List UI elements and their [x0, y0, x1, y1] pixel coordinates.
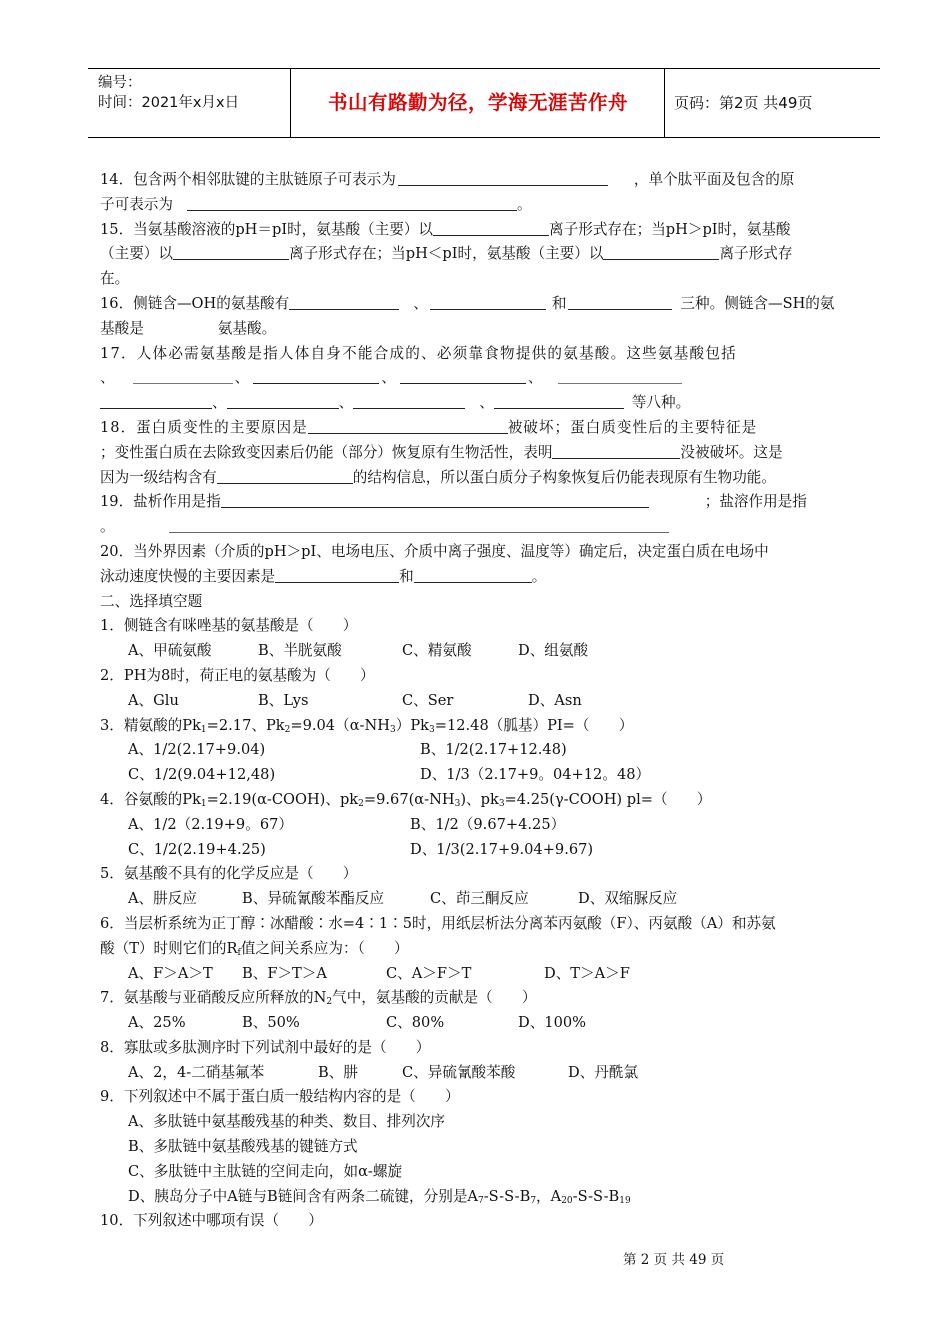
answer-blank [400, 368, 526, 384]
choice-option: C、多肽链中主肽链的空间走向，如α-螺旋 [128, 1162, 403, 1180]
question-19-cont: 。 [100, 515, 870, 540]
choice-question-2: 2．PH为8时，荷正电的氨基酸为（ ） [100, 666, 375, 684]
choice-question-4: 4．谷氨酸的$Pk_1=2.19(\alpha-COOH)$、$pk_2=9.67(\alpha-NH_3)$、$pk_3=4.25(\gamma-COOH)$ pl=（ ） [100, 790, 712, 809]
choice-question-9: 9．下列叙述中不属于蛋白质一般结构内容的是（ ） [100, 1088, 460, 1106]
choice-question-6: 6．当层析系统为正丁醇∶冰醋酸∶水=4∶1∶5时，用纸层析法分离苯丙氨酸（F）、丙氨酸（A）和苏氨 [100, 914, 776, 932]
choice-question-7: 7．氨基酸与亚硝酸反应所释放的$N_2$气中，氨基酸的贡献是（ ） [100, 989, 537, 1008]
answer-blank [603, 244, 719, 260]
answer-blank [398, 170, 608, 186]
answer-blank [227, 393, 339, 409]
choice-question-8: 8．寡肽或多肽测序时下列试剂中最好的是（ ） [100, 1038, 431, 1056]
question-15-end: 在。 [100, 270, 130, 288]
answer-blank [430, 294, 546, 310]
answer-blank [100, 393, 212, 409]
choice-options: A、1/2（2.19+9。67） B、1/2（9.67+4.25） [128, 815, 566, 833]
choice-options: A、甲硫氨酸 B、半胱氨酸 C、精氨酸 D、组氨酸 [128, 642, 589, 660]
choice-option: B、多肽链中氨基酸残基的键链方式 [128, 1138, 358, 1156]
answer-blank [217, 468, 353, 484]
section-heading: 二、选择填空题 [100, 592, 203, 610]
document-body [100, 168, 870, 1234]
choice-options: A、F＞A＞T B、F＞T＞A C、A＞F＞T D、T＞A＞F [128, 964, 630, 982]
question-16-cont: 基酸是 氨基酸。 [100, 319, 277, 337]
answer-blank [169, 517, 669, 533]
question-16: 16．侧链含—OH的氨基酸有 、 和 三种。侧链含—SH的氨 [100, 294, 835, 312]
header-motto: 书山有路勤为径，学海无涯苦作舟 [327, 91, 628, 114]
answer-blank [353, 393, 465, 409]
answer-blank [253, 368, 379, 384]
question-18-cont: ；变性蛋白质在去除致变因素后仍能（部分）恢复原有生物活性，表明 没被破坏。这是 [100, 443, 783, 461]
answer-blank [289, 294, 399, 310]
choice-options: C、1/2(2.19+4.25) D、1/3(2.17+9.04+9.67) [128, 840, 594, 858]
choice-option: A、多肽链中氨基酸残基的种类、数目、排列次序 [128, 1113, 446, 1131]
question-19: 19．盐析作用是指 ；盐溶作用是指 [100, 493, 807, 511]
answer-blank [133, 368, 233, 384]
answer-blank [173, 244, 289, 260]
choice-options: A、25% B、50% C、80% D、100% [128, 1014, 587, 1032]
time-label: 时间：2021年x月x日 [98, 95, 240, 111]
choice-options: C、1/2(9.04+12,48) D、1/3（2.17+9。04+12。48） [128, 766, 651, 784]
answer-blank [568, 294, 672, 310]
choice-question-3: 3．精氨酸的$Pk_1=2.17$、$Pk_2=9.04(\alpha-NH_3)Pk_3=12.48$（胍基）PI=（ ） [100, 716, 634, 735]
header-divider [290, 69, 291, 137]
question-17-cont: 、 、 、 、 [100, 366, 870, 391]
choice-options: A、肼反应 B、异硫氰酸苯酯反应 C、茚三酮反应 D、双缩脲反应 [128, 890, 678, 908]
question-14: 14．包含两个相邻肽键的主肽链原子可表示为 ，单个肽平面及包含的原 [100, 171, 795, 188]
header-meta [98, 73, 239, 113]
page-footer: 第 2 页 共 49 页 [623, 1252, 725, 1268]
question-18-end: 因为一级结构含有 的结构信息，所以蛋白质分子构象恢复后仍能表现原有生物功能。 [100, 468, 776, 486]
question-15: 15．当氨基酸溶液的pH＝pI时，氨基酸（主要）以 离子形式存在；当pH＞pI时，氨基酸 [100, 220, 791, 238]
question-17-end: 、 、 、 等八种。 [100, 391, 870, 416]
question-20-cont: 泳动速度快慢的主要因素是 和 。 [100, 567, 547, 585]
choice-options: A、1/2(2.17+9.04) B、1/2(2.17+12.48) [128, 741, 567, 759]
answer-blank [433, 220, 549, 236]
choice-option: D、胰岛分子中A链与B链间含有两条二硫键，分别是$A_7-S-S-B_7$，$A_{20}-S-S-B_{19}$ [128, 1187, 631, 1206]
choice-question-5: 5．氨基酸不具有的化学反应是（ ） [100, 865, 358, 883]
question-15-cont: （主要）以 离子形式存在；当pH＜pI时，氨基酸（主要）以 离子形式存 [100, 245, 793, 263]
answer-blank [187, 195, 517, 211]
choice-question-6-cont: 酸（T）时则它们的$R_f$值之间关系应为：（ ） [100, 939, 409, 958]
answer-blank [414, 567, 532, 583]
header-page-info: 页码：第2页 共49页 [674, 94, 813, 112]
answer-blank [558, 368, 682, 384]
header-divider [664, 69, 665, 137]
answer-blank [494, 393, 624, 409]
answer-blank [552, 443, 680, 459]
question-14-cont: 子可表示为 。 [100, 195, 532, 213]
question-17: 17．人体必需氨基酸是指人体自身不能合成的、必须靠食物提供的氨基酸。这些氨基酸包括 [100, 344, 737, 362]
choice-question-1: 1．侧链含有咪唑基的氨基酸是（ ） [100, 617, 358, 635]
number-label: 编号： [98, 75, 142, 91]
question-20: 20．当外界因素（介质的pH＞pI、电场电压、介质中离子强度、温度等）确定后，决定蛋白质在电场中 [100, 542, 769, 560]
choice-options: A、2，4-二硝基氟苯 B、肼 C、异硫氰酸苯酸 D、丹酰氯 [128, 1063, 639, 1081]
answer-blank [275, 567, 399, 583]
choice-options: A、Glu B、Lys C、Ser D、Asn [128, 691, 582, 709]
choice-question-10: 10．下列叙述中哪项有误（ ） [100, 1212, 323, 1230]
answer-blank [221, 492, 649, 508]
page-header [88, 68, 880, 138]
question-18: 18．蛋白质变性的主要原因是 被破坏；蛋白质变性后的主要特征是 [100, 418, 758, 436]
answer-blank [308, 418, 508, 434]
